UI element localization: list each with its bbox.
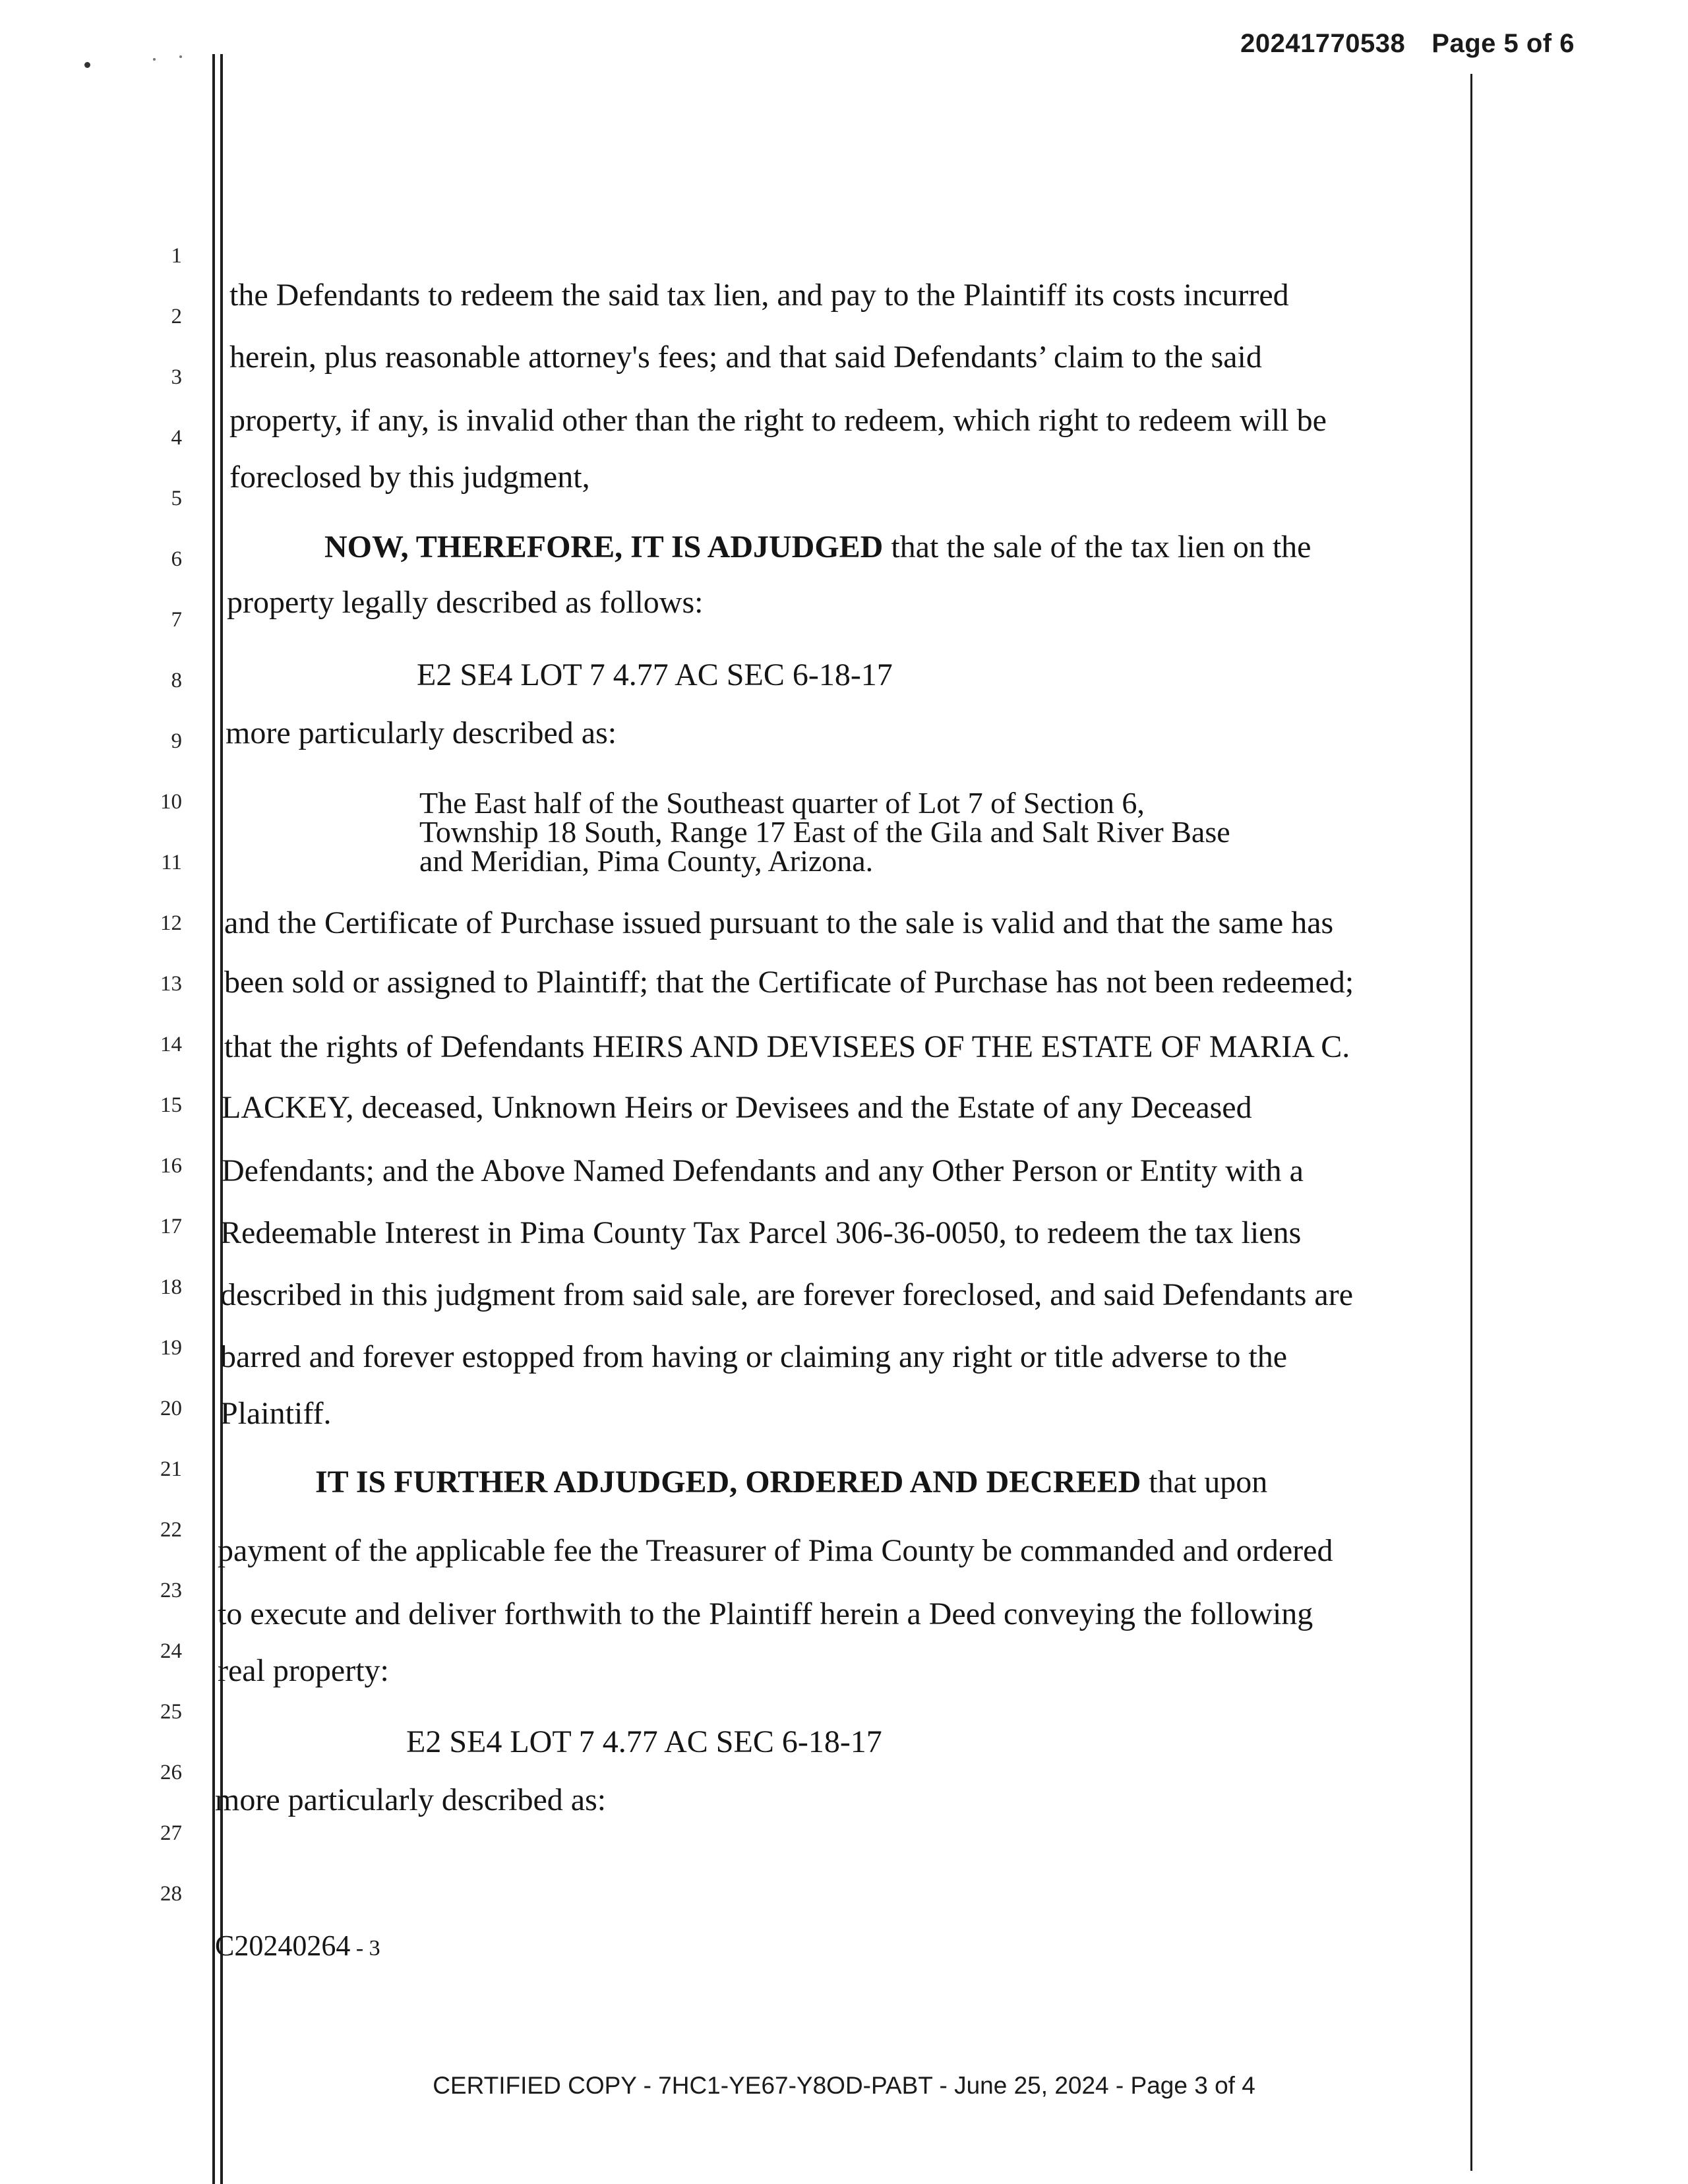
line-number: 17 (160, 1215, 182, 1238)
body-line: and the Certificate of Purchase issued pursuant to the sale is valid and that the same has (224, 905, 1334, 940)
line-number: 5 (171, 487, 182, 510)
body-line: herein, plus reasonable attorney's fees; and that said Defendants’ claim to the said (229, 340, 1262, 375)
case-page-suffix: - 3 (350, 1936, 380, 1960)
line-number: 28 (160, 1882, 182, 1906)
body-line: the Defendants to redeem the said tax lien, and pay to the Plaintiff its costs incurred (229, 278, 1289, 313)
line-number: 22 (160, 1518, 182, 1542)
line-number: 1 (171, 244, 182, 268)
body-line: been sold or assigned to Plaintiff; that the Certificate of Purchase has not been redeemed; (224, 965, 1354, 1000)
case-number (215, 1929, 380, 1962)
line-number: 12 (160, 911, 182, 935)
scan-speck (84, 62, 90, 68)
body-line: described in this judgment from said sale, are forever foreclosed, and said Defendants are (220, 1277, 1354, 1312)
adjudged-text: that the sale of the tax lien on the (883, 530, 1311, 564)
body-line: property, if any, is invalid other than the right to redeem, which right to redeem will be (229, 403, 1327, 438)
line-number: 3 (171, 365, 182, 389)
legal-description-line: and Meridian, Pima County, Arizona. (419, 844, 874, 878)
page-indicator: Page 5 of 6 (1432, 29, 1575, 58)
document-number: 20241770538 (1240, 29, 1406, 58)
line-number: 18 (160, 1275, 182, 1299)
line-number: 16 (160, 1154, 182, 1178)
line-number: 23 (160, 1579, 182, 1602)
scan-speck (153, 58, 156, 61)
legal-description-line: Township 18 South, Range 17 East of the Gila and Salt River Base (419, 815, 1230, 849)
line-number: 26 (160, 1761, 182, 1784)
line-number: 2 (171, 305, 182, 328)
legal-description-line: The East half of the Southeast quarter of Lot 7 of Section 6, (419, 786, 1145, 820)
line-number: 6 (171, 547, 182, 571)
left-margin-rule-outer (212, 54, 215, 2184)
decreed-line (315, 1467, 1267, 1498)
line-number: 24 (160, 1639, 182, 1663)
line-number: 10 (160, 790, 182, 814)
line-number: 21 (160, 1457, 182, 1481)
body-line: more particularly described as: (215, 1782, 607, 1817)
short-legal-description: E2 SE4 LOT 7 4.77 AC SEC 6-18-17 (417, 657, 893, 692)
body-line: foreclosed by this judgment, (229, 460, 590, 495)
case-number-value: C20240264 (215, 1929, 351, 1962)
certified-copy-footer: CERTIFIED COPY - 7HC1-YE67-Y8OD-PABT - June 25, 2024 - Page 3 of 4 (433, 2072, 1255, 2099)
body-line: more particularly described as: (226, 715, 617, 750)
line-number: 14 (160, 1033, 182, 1056)
adjudged-heading: NOW, THEREFORE, IT IS ADJUDGED (324, 530, 884, 564)
line-number: 27 (160, 1821, 182, 1845)
body-line: payment of the applicable fee the Treasurer of Pima County be commanded and ordered (218, 1533, 1333, 1568)
decreed-text: that upon (1141, 1465, 1268, 1500)
line-number: 11 (161, 851, 182, 874)
recording-header (1240, 29, 1575, 59)
decreed-heading: IT IS FURTHER ADJUDGED, ORDERED AND DECREED (315, 1465, 1141, 1500)
right-margin-rule (1470, 74, 1472, 2171)
body-line: real property: (218, 1653, 389, 1688)
line-number: 19 (160, 1336, 182, 1360)
line-number: 13 (160, 972, 182, 996)
adjudged-line (324, 531, 1311, 563)
body-line: Plaintiff. (220, 1396, 332, 1431)
scan-speck (179, 55, 182, 58)
body-line: Defendants; and the Above Named Defendants and any Other Person or Entity with a (222, 1153, 1304, 1188)
body-line: Redeemable Interest in Pima County Tax Parcel 306-36-0050, to redeem the tax liens (220, 1215, 1302, 1250)
line-number: 25 (160, 1700, 182, 1724)
line-number: 4 (171, 426, 182, 450)
line-number: 20 (160, 1397, 182, 1420)
body-line: property legally described as follows: (227, 585, 704, 620)
line-number: 9 (171, 729, 182, 753)
short-legal-description: E2 SE4 LOT 7 4.77 AC SEC 6-18-17 (406, 1724, 882, 1759)
body-line: LACKEY, deceased, Unknown Heirs or Devisees and the Estate of any Deceased (222, 1090, 1252, 1125)
line-number: 7 (171, 608, 182, 632)
body-line: that the rights of Defendants HEIRS AND DEVISEES OF THE ESTATE OF MARIA C. (224, 1029, 1350, 1064)
line-number: 15 (160, 1093, 182, 1117)
body-line: barred and forever estopped from having or claiming any right or title adverse to the (220, 1339, 1288, 1374)
line-number: 8 (171, 669, 182, 692)
body-line: to execute and deliver forthwith to the Plaintiff herein a Deed conveying the following (218, 1596, 1313, 1631)
